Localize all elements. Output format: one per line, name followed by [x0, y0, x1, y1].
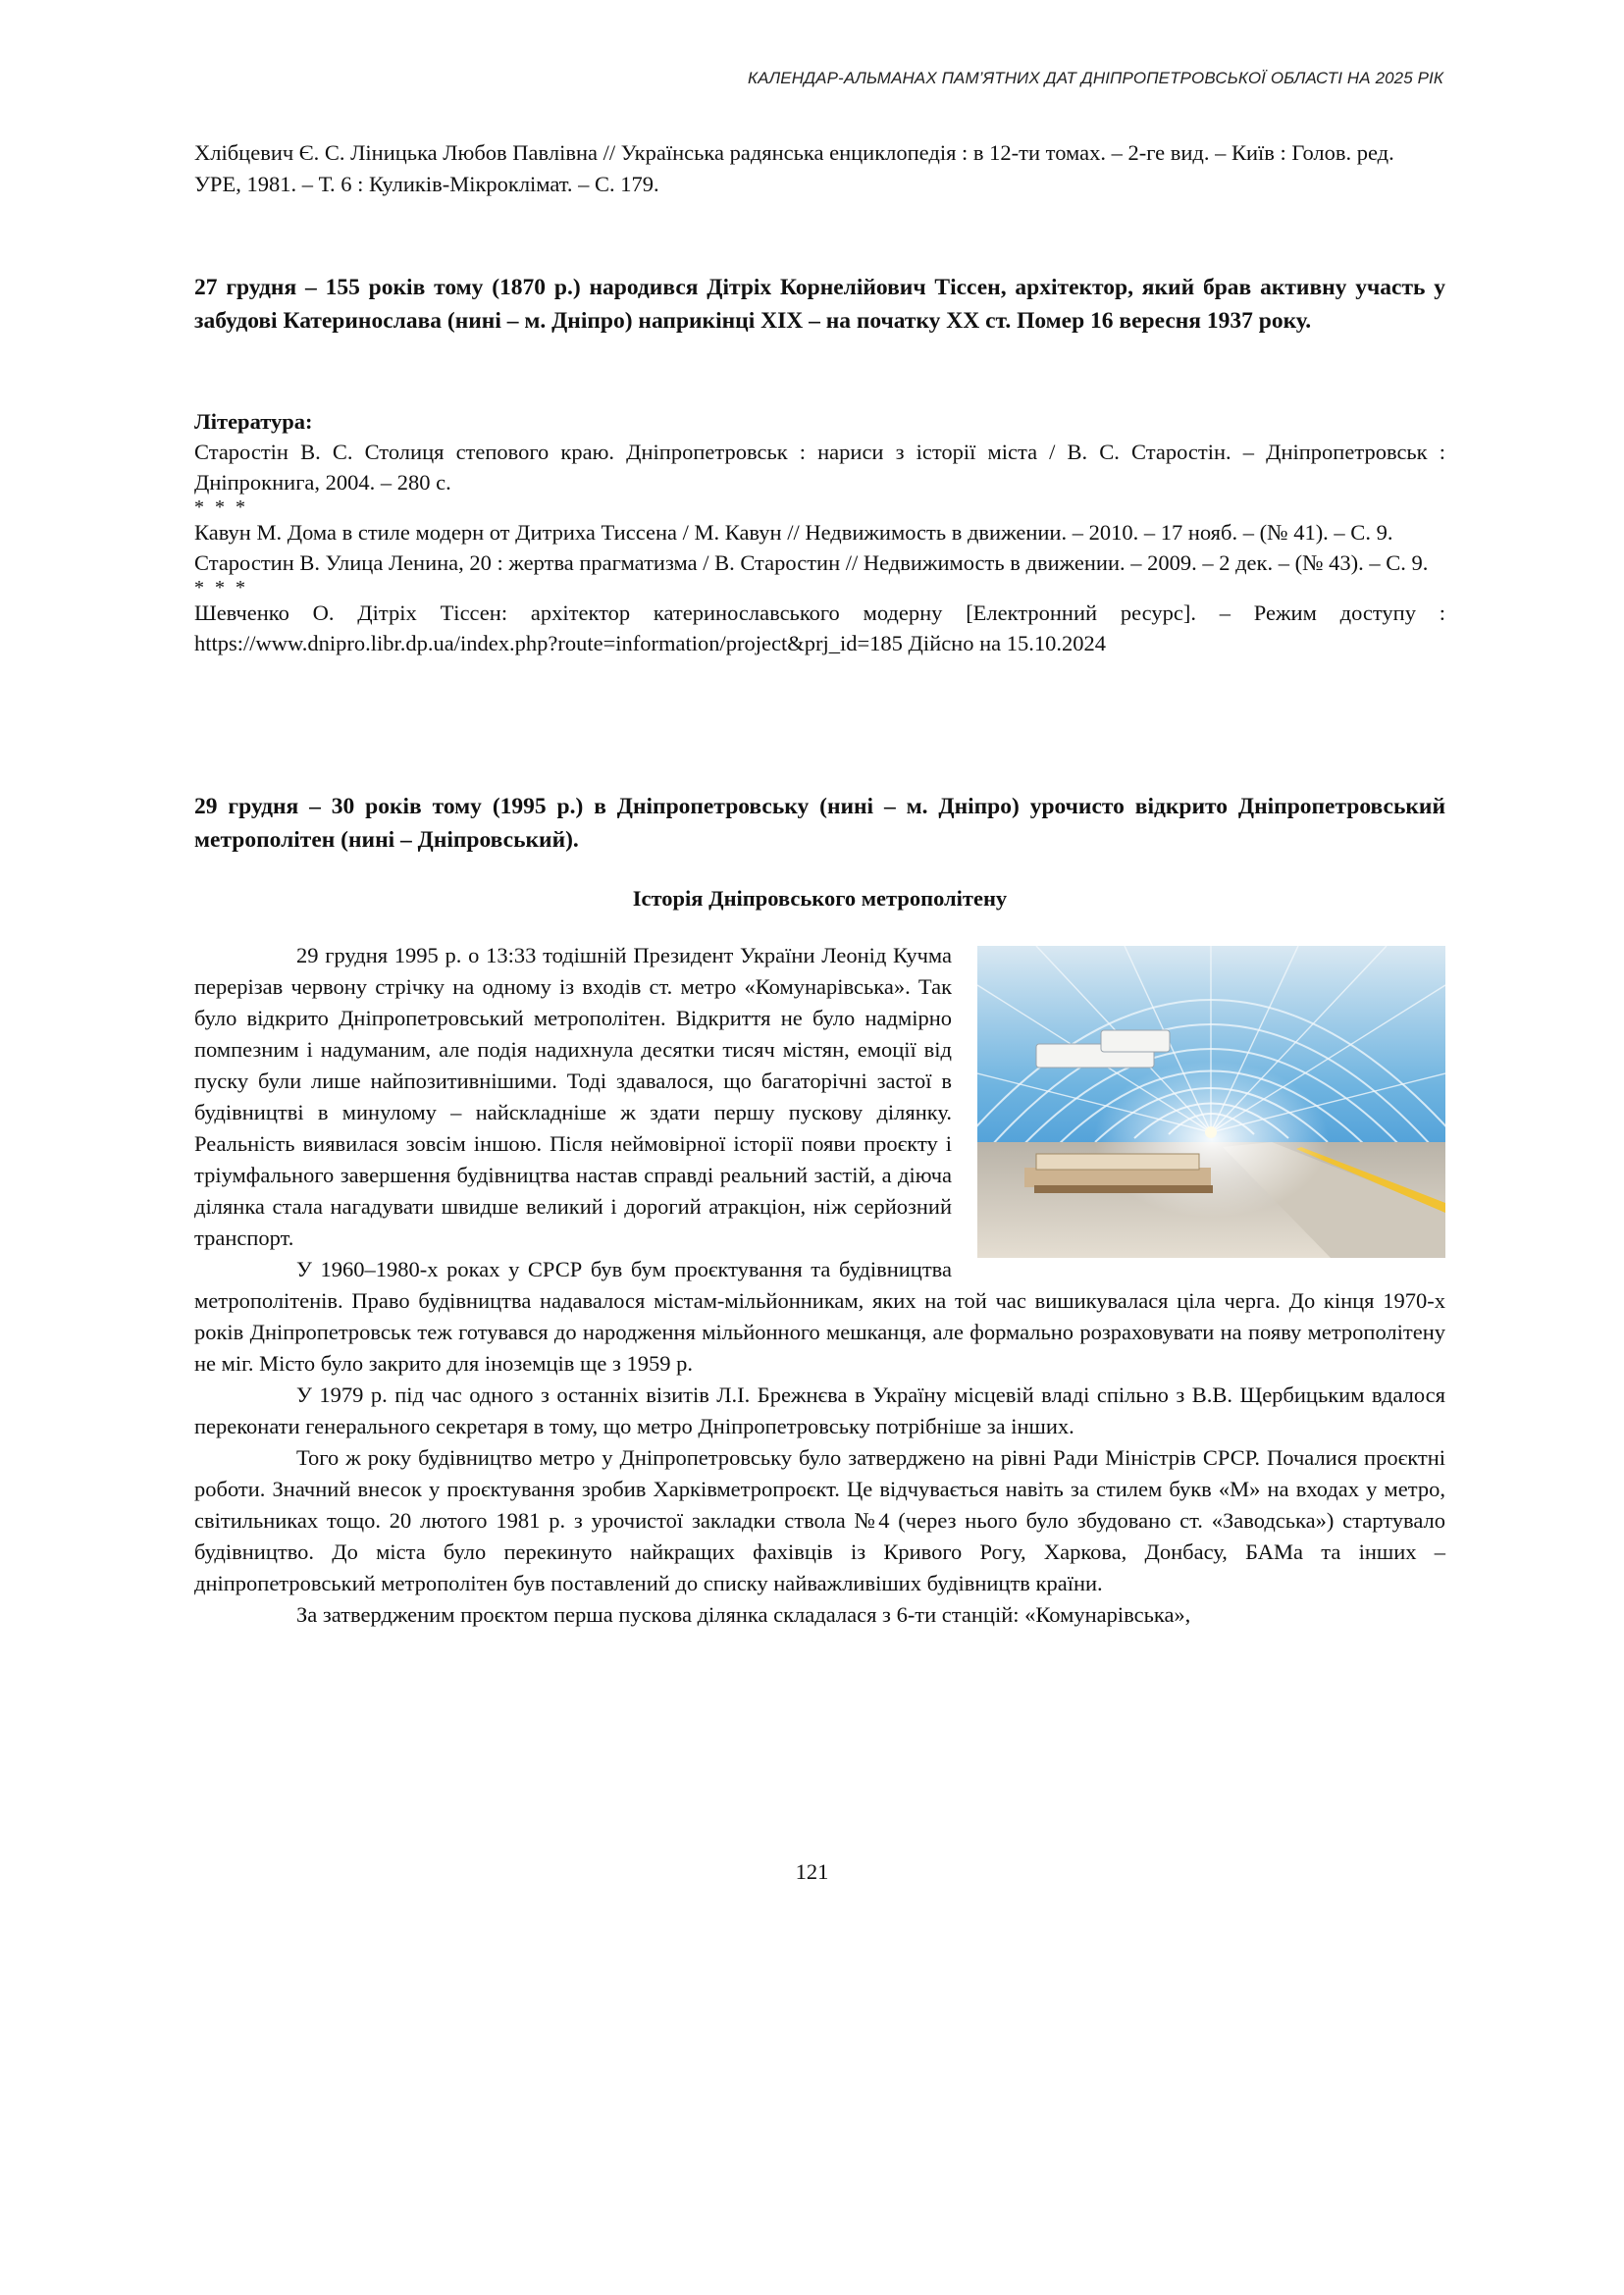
section-title: Історія Дніпровського метрополітену [632, 886, 1008, 911]
entry2-heading-block [194, 790, 1445, 857]
reference-item: Шевченко О. Дітріх Тіссен: архітектор катеринославського модерну [Електронний ресурс]. – Режим доступу : https://www.dnipro.libr.dp.ua/index.php?route=information/project&prj_id=185 Дійсно на 15.10.2024 [194, 600, 1445, 655]
section-title-block [194, 883, 1445, 914]
running-header: КАЛЕНДАР-АЛЬМАНАХ ПАМ’ЯТНИХ ДАТ ДНІПРОПЕТРОВСЬКОЇ ОБЛАСТІ НА 2025 РІК [747, 69, 1443, 87]
metro-photo-illustration [977, 946, 1445, 1258]
separator-stars: * * * [194, 496, 248, 518]
page-number: 121 [795, 1859, 829, 1884]
reference-item: Старостін В. С. Столиця степового краю. Дніпропетровськ : нариси з історії міста / В. С. Старостін. – Дніпропетровськ : Дніпрокнига, 2004. – 280 с. [194, 440, 1445, 495]
entry1-heading-block [194, 271, 1445, 338]
metro-station-photo [977, 946, 1445, 1258]
paragraph-2: У 1960–1980-х роках у СРСР був бум проєктування та будівництва метрополітенів. Право будівництва надавалося містам-мільйонникам, яких на той час вишикувалася ціла черга. До кінця 1970-х років Дніпропетровськ теж готувався до народження мільйонного мешканця, але формально розраховувати на появу метрополітену не міг. Місто було закрито для іноземців ще з 1959 р. [194, 1257, 1445, 1376]
article-body [194, 940, 1445, 1631]
entry2-heading: 29 грудня – 30 років тому (1995 р.) в Дніпропетровську (нині – м. Дніпро) урочисто відкрито Дніпропетровський метрополітен (нині – Дніпровський). [194, 794, 1445, 853]
top-reference-block [194, 137, 1445, 200]
literature-title: Література: [194, 409, 313, 434]
entry1-heading: 27 грудня – 155 років тому (1870 р.) народився Дітріх Корнелійович Тіссен, архітектор, який брав активну участь у забудові Катеринослава (нині – м. Дніпро) наприкінці ХІХ – на початку ХХ ст. Помер 16 вересня 1937 року. [194, 275, 1445, 334]
paragraph-5: За затвердженим проєктом перша пускова ділянка складалася з 6-ти станцій: «Комунарівська», [296, 1602, 1191, 1627]
reference-item: Старостин В. Улица Ленина, 20 : жертва прагматизма / В. Старостин // Недвижимость в движении. – 2009. – 2 дек. – (№ 43). – С. 9. [194, 550, 1429, 575]
paragraph-3: У 1979 р. під час одного з останніх візитів Л.І. Брежнєва в Україну місцевій владі спільно з В.В. Щербицьким вдалося переконати генерального секретаря в тому, що метро Дніпропетровську потрібніше за інших. [194, 1382, 1445, 1438]
entry1-literature [194, 406, 1445, 658]
separator-stars: * * * [194, 577, 248, 599]
reference-item: Кавун М. Дома в стиле модерн от Дитриха Тиссена / М. Кавун // Недвижимость в движении. – 2010. – 17 нояб. – (№ 41). – С. 9. [194, 520, 1393, 545]
top-reference: Хлібцевич Є. С. Ліницька Любов Павлівна // Українська радянська енциклопедія : в 12-ти томах. – 2-ге вид. – Київ : Голов. ред. УРЕ, 1981. – Т. 6 : Куликів-Мікроклімат. – С. 179. [194, 140, 1394, 196]
paragraph-1: 29 грудня 1995 р. о 13:33 тодішній Президент України Леонід Кучма перерізав червону стрічку на одному із входів ст. метро «Комунарівська». Так було відкрито Дніпропетровський метрополітен. Відкриття не було надмірно помпезним і надуманим, але подія надихнула десятки тисяч містян, емоції від пуску були лише найпозитивнішими. Тоді здавалося, що багаторічні застої в будівництві в минулому – найскладніше ж здати першу пускову ділянку. Реальність виявилася зовсім іншою. Після неймовірної історії появи проєкту і тріумфального завершення будівництва настав справді реальний застій, а діюча ділянка стала нагадувати швидше великий і дорогий атракціон, ніж серйозний транспорт. [194, 943, 952, 1250]
paragraph-4: Того ж року будівництво метро у Дніпропетровську було затверджено на рівні Ради Міністрів СРСР. Почалися проєктні роботи. Значний внесок у проєктування зробив Харківметропроєкт. Це відчувається навіть за стилем букв «М» на входах у метро, світильниках тощо. 20 лютого 1981 р. з урочистої закладки ствола №4 (через нього було збудовано ст. «Заводська») стартувало будівництво. До міста було перекинуто найкращих фахівців із Кривого Рогу, Харкова, Донбасу, БАМа та інших – дніпропетровський метрополітен був поставлений до списку найважливіших будівництв країни. [194, 1445, 1445, 1595]
